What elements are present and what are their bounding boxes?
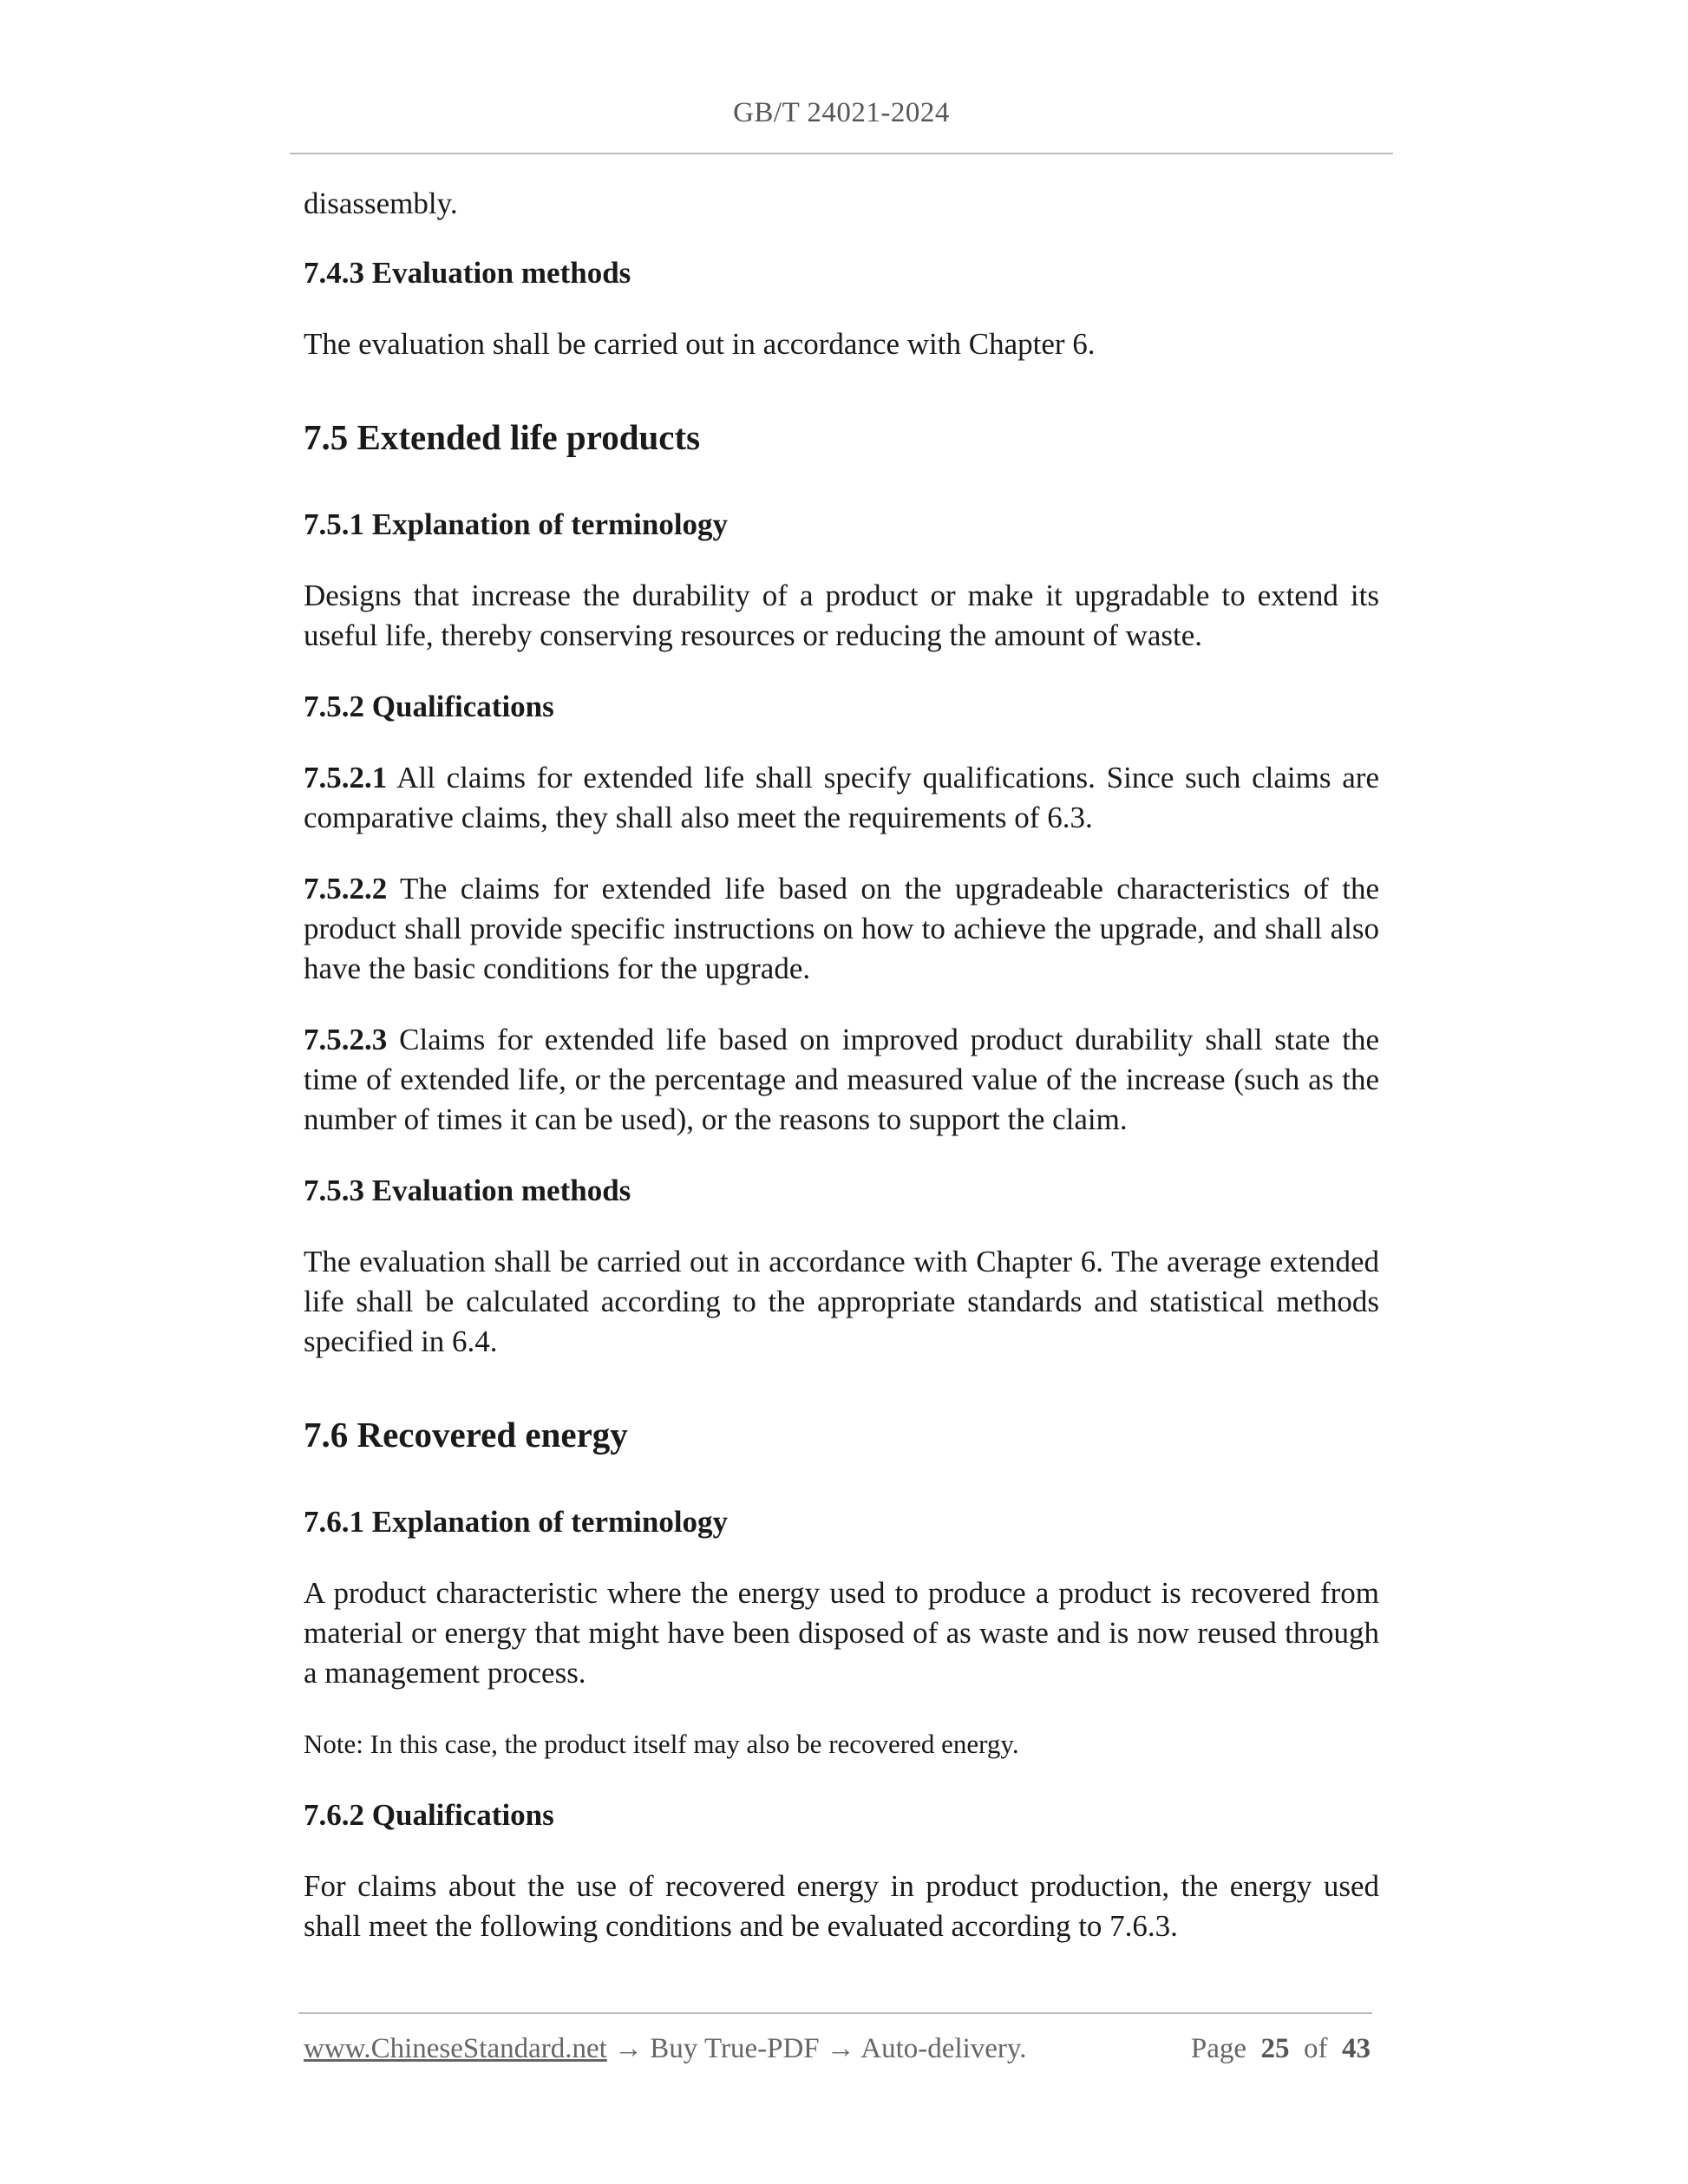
clause-text: The claims for extended life based on the upgradeable characteristics of the product shall provide specific instructions on how to achieve the upgrade, and shall also have the basic conditions for the upgrade. [304, 872, 1379, 985]
paragraph-7-5-3: The evaluation shall be carried out in accordance with Chapter 6. The average extended life shall be calculated according to the appropriate standards and statistical methods specified in 6.4. [304, 1245, 1379, 1358]
clause-7-5-2-2 [304, 869, 1379, 989]
page-label: Page [1190, 2033, 1246, 2064]
page-indicator [1191, 2033, 1371, 2065]
page-total: 43 [1342, 2033, 1371, 2064]
heading-7-5: 7.5 Extended life products [304, 417, 701, 457]
heading-7-4-3: 7.4.3 Evaluation methods [304, 256, 631, 290]
clause-7-5-2-1 [304, 758, 1379, 838]
clause-number: 7.5.2.2 [304, 872, 388, 906]
heading-7-5-1: 7.5.1 Explanation of terminology [304, 507, 729, 541]
page-content [304, 184, 1379, 1978]
heading-7-6: 7.6 Recovered energy [304, 1415, 628, 1455]
clause-number: 7.5.2.1 [304, 761, 388, 794]
website-link[interactable]: www.ChineseStandard.net [304, 2033, 607, 2064]
heading-7-5-3: 7.5.3 Evaluation methods [304, 1174, 631, 1207]
paragraph-7-6-2: For claims about the use of recovered energy in product production, the energy used shall meet the following conditions and be evaluated according to 7.6.3. [304, 1869, 1379, 1943]
note-7-6-1: Note: In this case, the product itself may also be recovered energy. [304, 1729, 1019, 1759]
footer-divider [298, 2012, 1372, 2014]
clause-text: All claims for extended life shall specify qualifications. Since such claims are comparative claims, they shall also meet the requirements of 6.3. [304, 761, 1379, 834]
heading-7-6-1: 7.6.1 Explanation of terminology [304, 1505, 729, 1539]
heading-7-6-2: 7.6.2 Qualifications [304, 1798, 554, 1832]
paragraph-7-6-1: A product characteristic where the energy used to produce a product is recovered from material or energy that might have been disposed of as waste and is now reused through a management process. [304, 1576, 1379, 1690]
document-footer [304, 2033, 1371, 2073]
heading-7-5-2: 7.5.2 Qualifications [304, 690, 554, 723]
footer-promo-text: → Buy True-PDF → Auto-delivery. [606, 2033, 1027, 2064]
clause-7-5-2-3 [304, 1020, 1379, 1140]
clause-number: 7.5.2.3 [304, 1023, 388, 1056]
page-number: 25 [1260, 2033, 1290, 2064]
paragraph-7-5-1: Designs that increase the durability of a product or make it upgradable to extend its useful life, thereby conserving resources or reducing the amount of waste. [304, 579, 1379, 652]
footer-promo [304, 2033, 1027, 2065]
of-label: of [1304, 2033, 1328, 2064]
clause-text: Claims for extended life based on improved product durability shall state the time of extended life, or the percentage and measured value of the increase (such as the number of times it can be used), or the reasons to support the claim. [304, 1023, 1380, 1136]
paragraph-7-4-3: The evaluation shall be carried out in accordance with Chapter 6. [304, 327, 1096, 361]
header-divider [290, 153, 1393, 154]
document-header: GB/T 24021-2024 [733, 97, 950, 128]
paragraph-disassembly: disassembly. [304, 186, 458, 220]
